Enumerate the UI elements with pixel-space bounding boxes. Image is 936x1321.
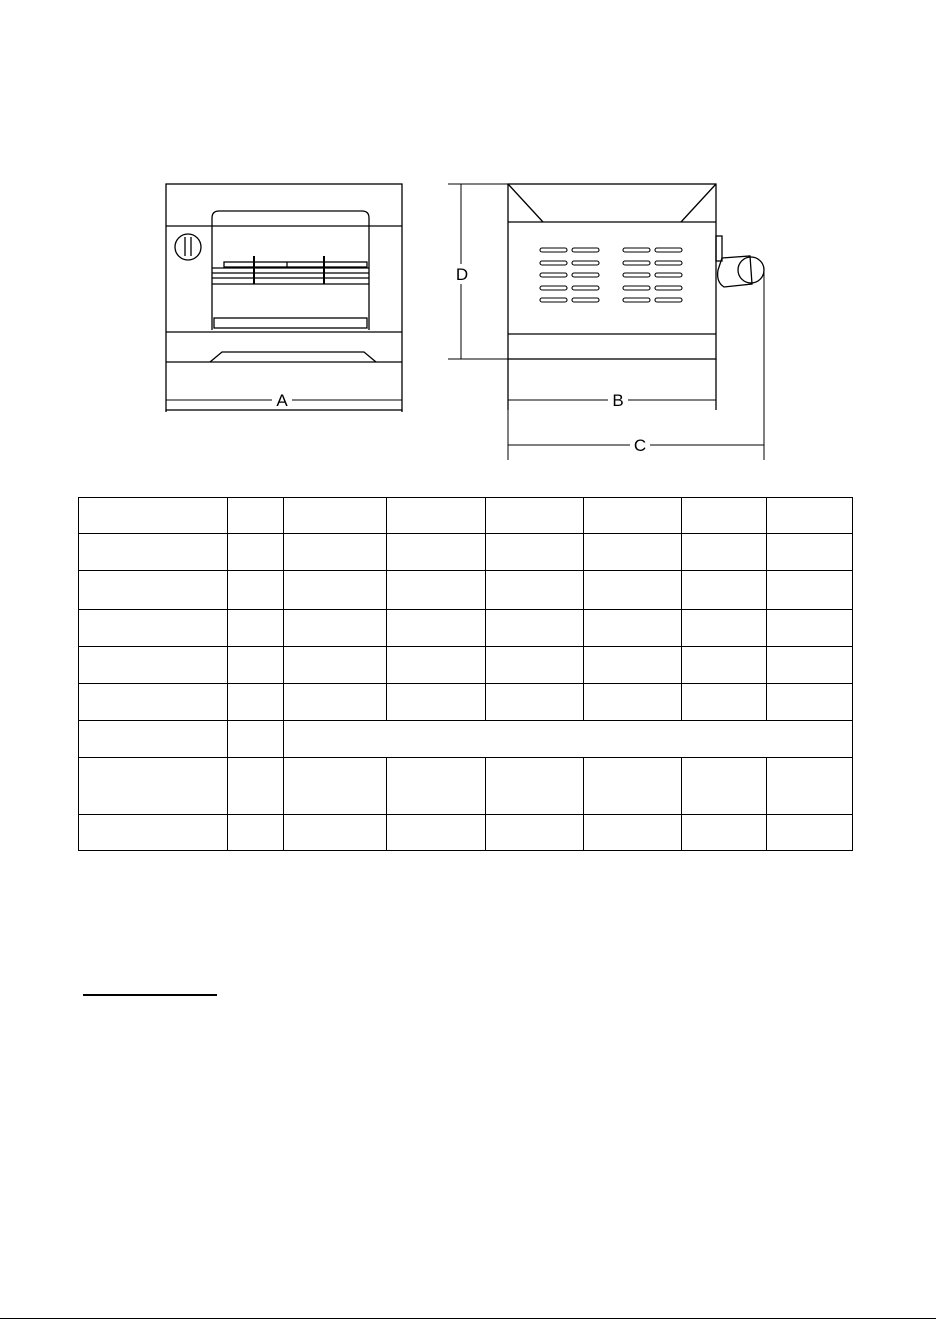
toaster-dimension-drawing <box>0 0 936 470</box>
table-cell <box>228 815 284 851</box>
vent-slots <box>540 248 682 302</box>
table-cell <box>387 498 486 534</box>
table-cell <box>486 815 584 851</box>
table-cell <box>486 571 584 610</box>
table-cell <box>584 684 682 721</box>
table-row <box>79 815 853 851</box>
table-cell <box>486 647 584 684</box>
table-cell <box>79 610 228 647</box>
dimension-label-d: D <box>455 265 469 284</box>
table-cell <box>387 571 486 610</box>
table-cell <box>79 498 228 534</box>
table-cell <box>767 498 853 534</box>
table-cell <box>79 684 228 721</box>
table-cell <box>228 571 284 610</box>
table-cell <box>228 647 284 684</box>
table-cell <box>228 684 284 721</box>
table-cell <box>767 571 853 610</box>
table-cell <box>682 498 767 534</box>
table-cell <box>79 758 228 815</box>
control-knob-icon <box>175 234 201 260</box>
table-cell <box>486 534 584 571</box>
table-cell <box>284 758 387 815</box>
table-cell <box>767 758 853 815</box>
specifications-table-body <box>79 498 853 851</box>
table-cell <box>767 684 853 721</box>
table-row <box>79 684 853 721</box>
specifications-table <box>78 497 853 851</box>
table-row <box>79 758 853 815</box>
table-cell <box>387 684 486 721</box>
table-row <box>79 721 853 758</box>
table-cell <box>767 610 853 647</box>
table-cell <box>79 534 228 571</box>
table-cell <box>486 498 584 534</box>
table-cell <box>284 571 387 610</box>
table-cell <box>486 610 584 647</box>
table-cell <box>584 571 682 610</box>
table-cell <box>79 721 228 758</box>
table-cell <box>682 758 767 815</box>
table-cell <box>767 647 853 684</box>
table-cell <box>228 758 284 815</box>
table-cell <box>682 534 767 571</box>
table-row <box>79 647 853 684</box>
table-row <box>79 534 853 571</box>
table-cell <box>387 534 486 571</box>
table-cell <box>284 498 387 534</box>
table-cell <box>387 815 486 851</box>
table-row <box>79 498 853 534</box>
dimension-label-c: C <box>633 436 647 455</box>
table-cell <box>682 815 767 851</box>
table-cell <box>682 571 767 610</box>
table-cell <box>284 721 853 758</box>
table-cell <box>682 647 767 684</box>
table-cell <box>79 815 228 851</box>
table-cell <box>387 758 486 815</box>
table-cell <box>387 610 486 647</box>
dimension-label-b: B <box>612 391 624 410</box>
section-heading-underline <box>83 994 217 996</box>
table-cell <box>767 815 853 851</box>
table-cell <box>284 647 387 684</box>
table-cell <box>284 815 387 851</box>
table-cell <box>584 758 682 815</box>
table-cell <box>228 534 284 571</box>
table-cell <box>387 647 486 684</box>
table-cell <box>584 610 682 647</box>
table-cell <box>284 610 387 647</box>
table-cell <box>584 815 682 851</box>
table-cell <box>79 571 228 610</box>
table-cell <box>584 534 682 571</box>
table-cell <box>767 534 853 571</box>
side-view <box>448 184 764 460</box>
table-cell <box>284 534 387 571</box>
table-cell <box>228 498 284 534</box>
table-row <box>79 610 853 647</box>
table-cell <box>228 610 284 647</box>
table-cell <box>486 758 584 815</box>
dimension-label-a: A <box>276 391 288 410</box>
page-bottom-rule <box>0 1318 936 1319</box>
handle-icon <box>716 236 764 287</box>
table-cell <box>584 498 682 534</box>
table-cell <box>682 684 767 721</box>
table-cell <box>228 721 284 758</box>
table-cell <box>584 647 682 684</box>
table-cell <box>486 684 584 721</box>
table-row <box>79 571 853 610</box>
table-cell <box>682 610 767 647</box>
front-view <box>166 184 402 412</box>
table-cell <box>79 647 228 684</box>
table-cell <box>284 684 387 721</box>
